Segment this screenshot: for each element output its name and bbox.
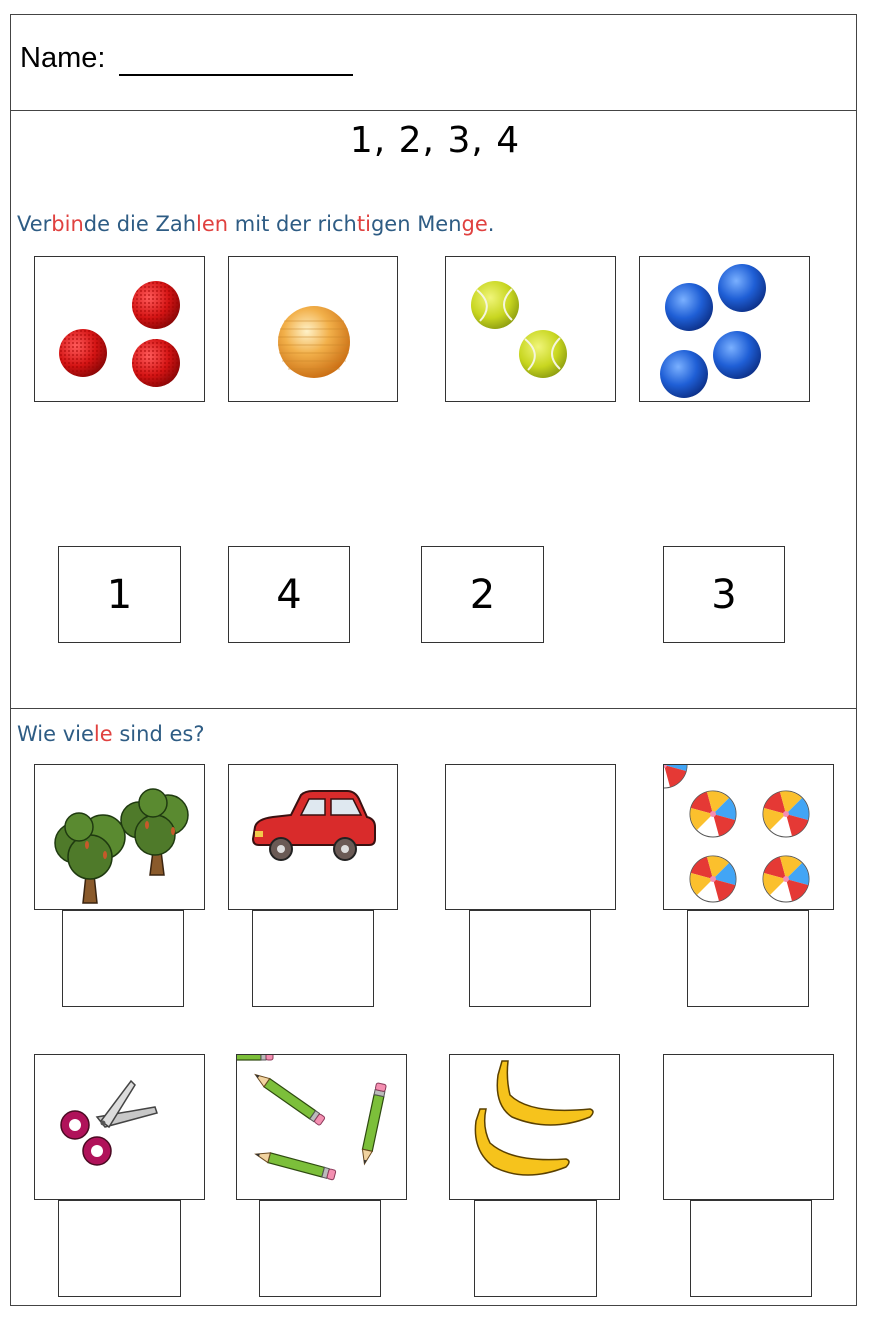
answer-box-empty-2[interactable] (690, 1200, 812, 1297)
picture-box-empty-1[interactable] (445, 764, 616, 910)
number-box-2: 4 (228, 546, 350, 643)
instruction-connect (17, 212, 494, 236)
instruction-segment: sind es? (112, 722, 205, 746)
divider-header (10, 110, 857, 111)
page-title: 1, 2, 3, 4 (349, 120, 521, 161)
picture-box-bananas (449, 1054, 620, 1200)
answer-box-scissors[interactable] (58, 1200, 181, 1297)
number-box-4: 3 (663, 546, 785, 643)
instruction-segment: . (487, 212, 495, 236)
picture-box-orange-ball (228, 256, 398, 402)
beach-balls-icon (664, 765, 835, 911)
instruction-segment: Wie vie (17, 722, 94, 746)
scissors-icon (35, 1055, 206, 1201)
instruction-segment: le (93, 722, 113, 746)
answer-box-beach-balls[interactable] (687, 910, 809, 1007)
instruction-how-many (17, 722, 204, 746)
picture-box-scissors (34, 1054, 205, 1200)
red-berries-icon (35, 257, 206, 403)
bananas-icon (450, 1055, 621, 1201)
name-write-line[interactable] (119, 74, 353, 76)
tennis-balls-icon (446, 257, 617, 403)
instruction-segment: ge (461, 212, 488, 236)
picture-box-beach-balls (663, 764, 834, 910)
answer-box-trees[interactable] (62, 910, 184, 1007)
divider-section (10, 708, 857, 709)
instruction-segment: mit der rich (228, 212, 357, 236)
answer-box-bananas[interactable] (474, 1200, 597, 1297)
instruction-segment: de die Zah (83, 212, 197, 236)
picture-box-blue-balls (639, 256, 810, 402)
blue-balls-icon (640, 257, 811, 403)
picture-box-pencils (236, 1054, 407, 1200)
number-box-1: 1 (58, 546, 181, 643)
picture-box-berries (34, 256, 205, 402)
name-label: Name: (20, 42, 106, 74)
instruction-segment: Ver (17, 212, 52, 236)
picture-box-trees (34, 764, 205, 910)
answer-box-empty-1[interactable] (469, 910, 591, 1007)
pencils-icon (237, 1055, 408, 1201)
instruction-segment: gen Men (370, 212, 462, 236)
car-icon (229, 765, 399, 911)
answer-box-car[interactable] (252, 910, 374, 1007)
instruction-segment: ti (356, 212, 371, 236)
orange-ball-icon (229, 257, 399, 403)
answer-box-pencils[interactable] (259, 1200, 381, 1297)
number-box-3: 2 (421, 546, 544, 643)
picture-box-empty-2[interactable] (663, 1054, 834, 1200)
instruction-segment: bin (51, 212, 84, 236)
picture-box-tennis-balls (445, 256, 616, 402)
trees-icon (35, 765, 206, 911)
instruction-segment: len (196, 212, 229, 236)
picture-box-car (228, 764, 398, 910)
